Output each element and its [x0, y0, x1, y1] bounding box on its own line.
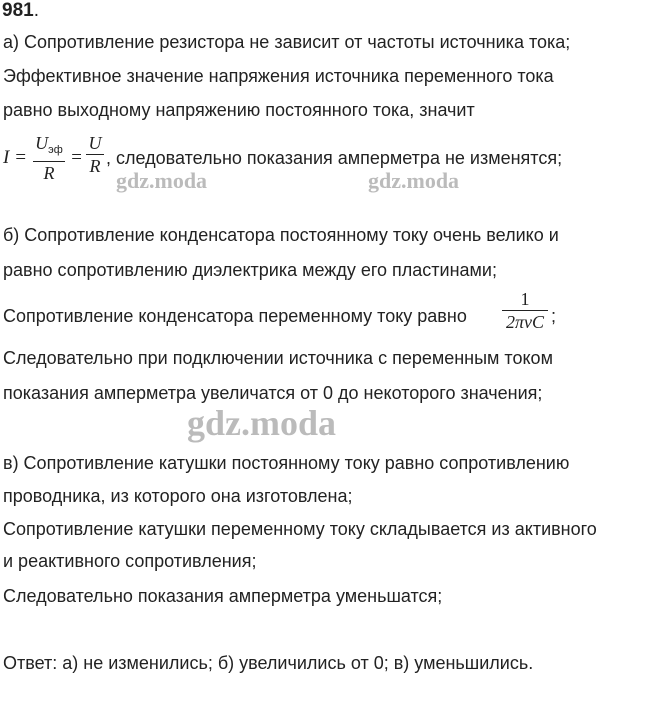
line-c3: Сопротивление катушки переменному току складывается из активного — [3, 519, 597, 539]
line-b3-end: ; — [551, 306, 557, 326]
fraction-numerator: 1 — [520, 289, 530, 309]
line-b2: равно сопротивлению диэлектрика между его пластинами; — [3, 260, 497, 280]
formula-equals: = — [70, 147, 83, 168]
fraction-denominator: R — [89, 156, 101, 176]
line-a1: а) Сопротивление резистора не зависит от частоты источника тока; — [3, 32, 571, 52]
line-a4: , следовательно показания амперметра не изменятся; — [106, 148, 563, 168]
fraction-bar — [86, 154, 104, 155]
fraction-capacitive-reactance — [502, 289, 548, 332]
line-c4: и реактивного сопротивления; — [3, 551, 257, 571]
watermark-2: gdz.moda — [368, 168, 460, 193]
watermark-3: gdz.moda — [187, 403, 337, 443]
fraction-denominator: R — [43, 163, 55, 183]
line-a3: равно выходному напряжению постоянного тока, значит — [3, 100, 475, 120]
line-b1: б) Сопротивление конденсатора постоянному току очень велико и — [3, 225, 559, 245]
fraction-denominator: 2πνC — [505, 312, 544, 332]
line-c2: проводника, из которого она изготовлена; — [3, 486, 353, 506]
answer-line: Ответ: а) не изменились; б) увеличились от 0; в) уменьшились. — [3, 653, 534, 673]
fraction-bar — [33, 161, 65, 162]
formula-lhs: I = — [3, 147, 27, 168]
line-a2: Эффективное значение напряжения источника переменного тока — [3, 66, 554, 86]
line-c5: Следовательно показания амперметра уменьшатся; — [3, 586, 443, 606]
line-b4: Следовательно при подключении источника с переменным током — [3, 348, 553, 368]
line-b3: Сопротивление конденсатора переменному току равно — [3, 306, 467, 326]
problem-number: 981. — [2, 0, 39, 21]
fraction-bar — [502, 310, 548, 311]
line-c1: в) Сопротивление катушки постоянному току равно сопротивлению — [3, 453, 570, 473]
line-b5: показания амперметра увеличатся от 0 до некоторого значения; — [3, 383, 543, 403]
fraction-numerator: $U_{эф}$ — [35, 133, 63, 156]
fraction-u-over-r — [86, 133, 104, 176]
fraction-numerator: U — [88, 133, 102, 153]
fraction-u-eff-over-r — [33, 133, 65, 183]
watermark-1: gdz.moda — [116, 168, 208, 193]
